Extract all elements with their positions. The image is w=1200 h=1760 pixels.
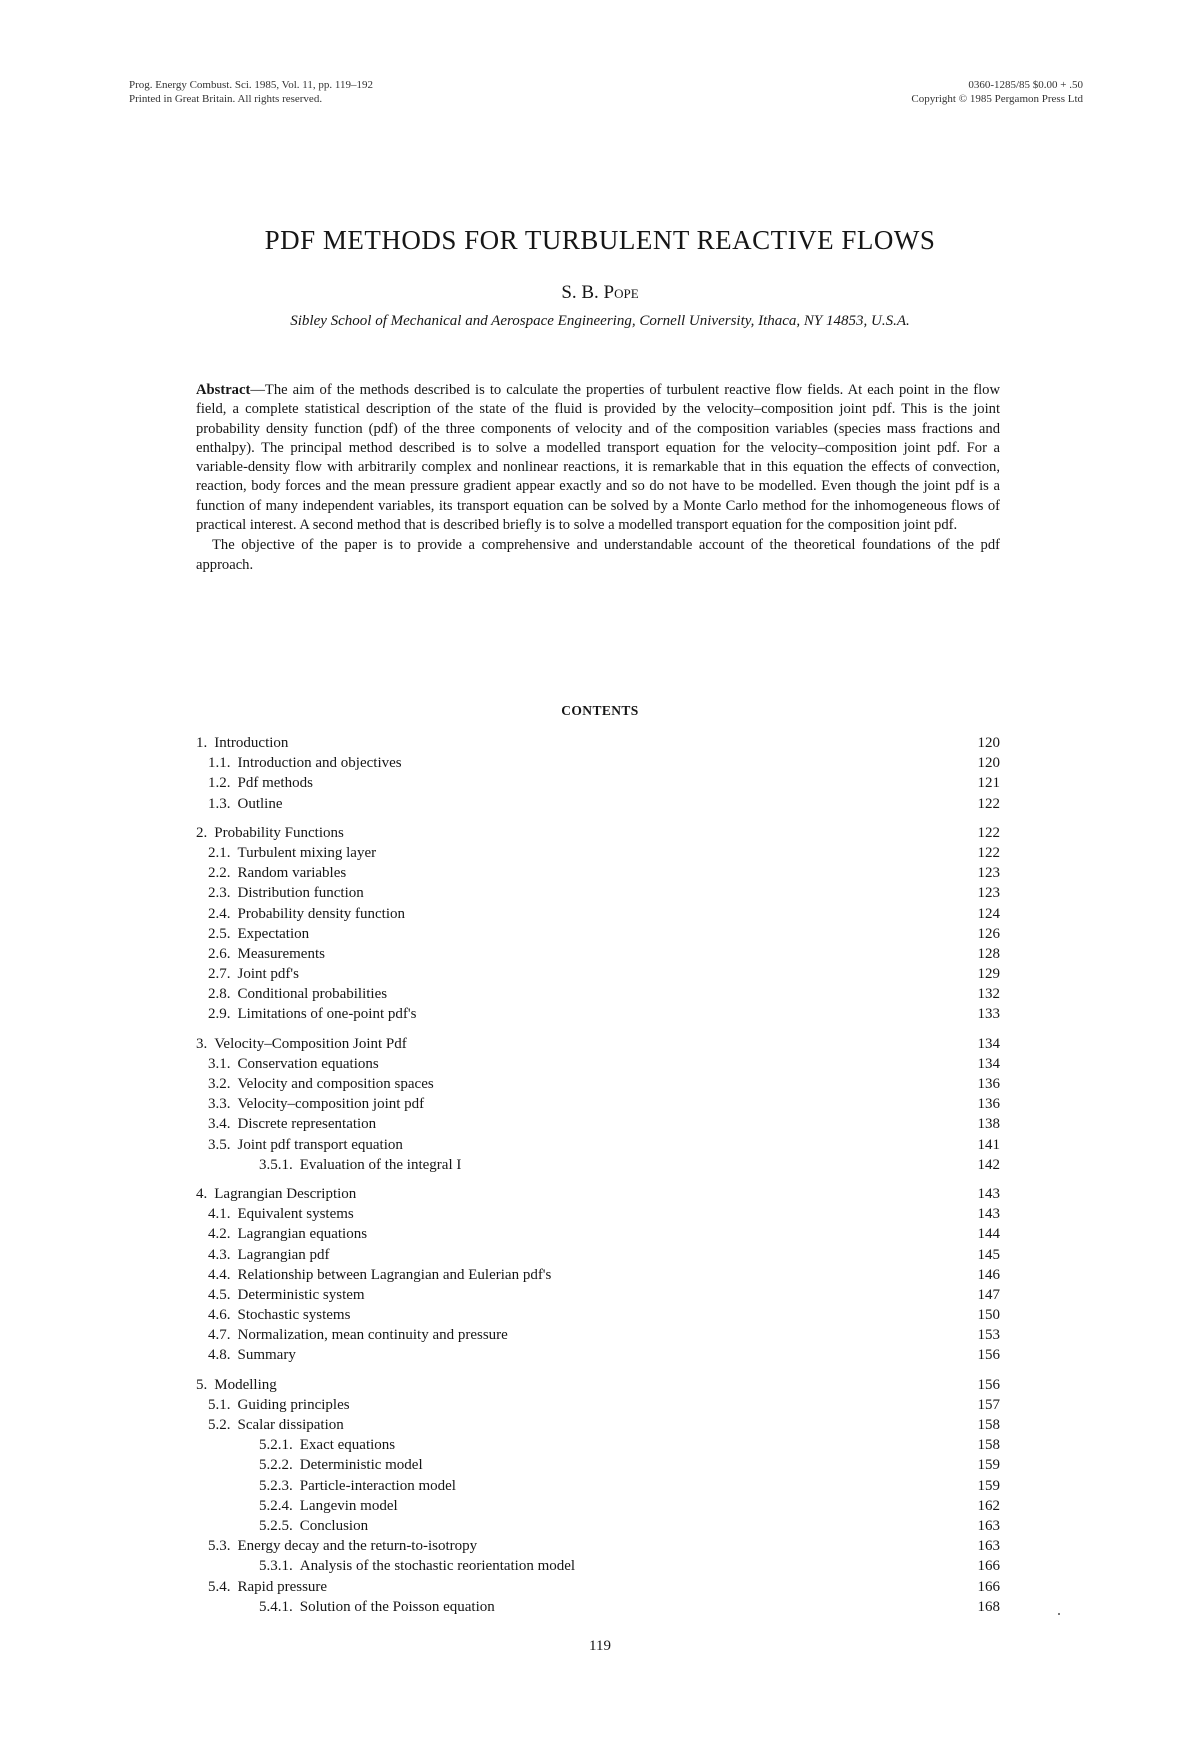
toc-entry-page: 121 [977,775,1000,792]
toc-entry-title: Conclusion [299,1517,369,1534]
toc-entry [196,1265,1000,1285]
toc-entry-number: 5.2.3. [259,1477,293,1494]
toc-entry [196,1285,1000,1305]
journal-citation-line2: Printed in Great Britain. All rights reserved. [129,93,323,105]
toc-entry-page: 168 [977,1598,1000,1615]
toc-entry [196,773,1000,793]
toc-entry-page: 142 [977,1156,1000,1173]
toc-entry-page: 146 [977,1266,1000,1283]
toc-entry-number: 5.4. [208,1578,231,1595]
toc-entry-title: Equivalent systems [237,1206,354,1223]
toc-entry [196,1245,1000,1265]
toc-entry-title: Particle-interaction model [299,1477,456,1494]
toc-entry [196,924,1000,944]
toc-entry-title: Solution of the Poisson equation [299,1598,495,1615]
toc-entry-page: 134 [977,1035,1000,1052]
toc-section [196,1034,1000,1175]
toc-entry-page: 143 [977,1206,1000,1223]
toc-entry-page: 136 [977,1076,1000,1092]
toc-entry [196,944,1000,964]
toc-entry [196,733,1000,753]
toc-entry-number: 5.3.1. [259,1558,293,1575]
toc-entry [196,823,1000,843]
toc-entry-page: 122 [977,795,1000,812]
page-number: 119 [589,1638,611,1654]
toc-entry-page: 122 [977,844,1000,861]
toc-entry-page: 134 [977,1055,1000,1072]
toc-entry-title: Lagrangian pdf [237,1246,330,1263]
toc-entry-number: 2.6. [208,945,231,962]
toc-entry-title: Turbulent mixing layer [237,844,377,861]
toc-section [196,823,1000,1025]
journal-citation [129,78,373,106]
toc-entry [196,1345,1000,1365]
toc-entry-number: 2.5. [208,925,231,942]
toc-entry-number: 4.2. [208,1226,231,1243]
toc-entry-page: 145 [977,1246,1000,1263]
toc-entry-number: 1.1. [208,755,231,772]
toc-entry-title: Measurements [237,945,325,962]
toc-entry-number: 5.4.1. [259,1598,293,1615]
toc-entry-number: 4.8. [208,1347,231,1364]
toc-entry-number: 5. [196,1376,208,1393]
toc-entry [196,964,1000,984]
toc-entry-title: Deterministic system [237,1286,365,1303]
toc-entry-title: Deterministic model [299,1457,423,1474]
toc-entry-number: 3.5. [208,1136,231,1153]
toc-entry-number: 3.5.1. [259,1156,293,1173]
toc-entry-page: 147 [977,1286,1000,1303]
toc-entry [196,1054,1000,1074]
toc-entry [196,883,1000,903]
toc-entry [196,904,1000,924]
abstract-dash: — [250,382,265,398]
toc-entry-title: Energy decay and the return-to-isotropy [237,1538,478,1555]
toc-entry-title: Pdf methods [237,775,313,792]
toc-entry-page: 159 [977,1457,1000,1474]
toc-entry-number: 4.1. [208,1206,231,1223]
abstract-text-1: The aim of the methods described is to calculate the properties of turbulent reactive flow fields. At each point in the flow field, a complete statistical description of the state of the fluid is provided by the velocity–composition joint pdf. This is the joint probability density function (pdf) of the three components of velocity and of the composition variables (species mass fractions and enthalpy). The principal method described is to solve a modelled transport equation for the velocity–composition joint pdf. For a variable-density flow with arbitrarily complex and nonlinear reactions, it is remarkable that in this equation the effects of convection, reaction, body forces and the mean pressure gradient appear exactly and so do not have to be modelled. Even though the joint pdf is a function of many independent variables, its transport equation can be solved by a Monte Carlo method for the inhomogeneous flows of practical interest. A second method that is described briefly is to solve a modelled transport equation for the composition joint pdf. [196,382,1000,534]
toc-entry-title: Introduction [214,735,289,751]
toc-entry-title: Limitations of one-point pdf's [237,1006,417,1023]
author-affiliation: Sibley School of Mechanical and Aerospace Engineering, Cornell University, Ithaca, NY 14853, U.S.A. [290,313,910,329]
toc-entry [196,1034,1000,1054]
toc-entry [196,1597,1000,1617]
copyright-line2: Copyright © 1985 Pergamon Press Ltd [911,93,1083,105]
paper-title: PDF METHODS FOR TURBULENT REACTIVE FLOWS [264,225,936,255]
toc-entry-page: 133 [977,1006,1000,1023]
toc-entry-page: 120 [977,735,1000,751]
toc-entry-number: 1. [196,735,208,751]
toc-entry-number: 2.9. [208,1006,231,1023]
toc-entry-number: 2. [196,824,208,841]
toc-entry-title: Velocity–Composition Joint Pdf [214,1035,407,1052]
abstract-paragraph-2: The objective of the paper is to provide a comprehensive and understandable account of the theoretical foundations of the pdf approach. [196,537,1000,573]
toc-entry-title: Analysis of the stochastic reorientation model [299,1558,576,1575]
toc-entry [196,1074,1000,1094]
toc-entry-number: 2.4. [208,905,231,922]
scan-speck [1058,1613,1060,1615]
toc-entry [196,1455,1000,1475]
toc-entry-number: 4.7. [208,1327,231,1344]
toc-entry-number: 3.3. [208,1096,231,1113]
toc-entry-title: Random variables [237,865,347,882]
toc-entry [196,1114,1000,1134]
toc-entry-page: 129 [977,966,1000,983]
toc-entry-title: Joint pdf's [237,966,299,983]
toc-entry-title: Summary [237,1347,296,1364]
toc-entry-number: 5.3. [208,1538,231,1555]
toc-entry [196,1004,1000,1024]
toc-entry [196,1516,1000,1536]
toc-entry [196,1435,1000,1455]
toc-entry [196,1204,1000,1224]
toc-entry-title: Guiding principles [237,1396,350,1413]
toc-entry-title: Stochastic systems [237,1307,351,1324]
toc-entry [196,1305,1000,1325]
toc-entry-number: 1.2. [208,775,231,792]
toc-entry-title: Expectation [237,925,310,942]
toc-entry-number: 3.2. [208,1076,231,1092]
toc-entry-title: Lagrangian equations [237,1226,368,1243]
toc-entry [196,1556,1000,1576]
toc-entry-page: 132 [977,986,1000,1003]
toc-entry [196,1476,1000,1496]
toc-entry-title: Joint pdf transport equation [237,1136,403,1153]
toc-entry-title: Exact equations [299,1437,396,1454]
toc-entry [196,1184,1000,1204]
toc-entry-page: 156 [977,1347,1000,1364]
toc-entry-title: Velocity–composition joint pdf [237,1096,425,1113]
toc-entry [196,794,1000,814]
toc-entry [196,843,1000,863]
toc-entry-page: 166 [977,1578,1000,1595]
toc-entry-page: 120 [977,755,1000,772]
contents-heading: CONTENTS [561,703,639,718]
toc-entry-title: Langevin model [299,1497,398,1514]
toc-entry [196,1325,1000,1345]
toc-entry-number: 3. [196,1035,208,1052]
toc-entry-title: Probability density function [237,905,405,922]
toc-entry-number: 3.1. [208,1055,231,1072]
toc-entry-page: 141 [977,1136,1000,1153]
toc-entry-title: Lagrangian Description [214,1185,357,1202]
toc-entry-page: 166 [977,1558,1000,1575]
toc-entry-number: 4.4. [208,1266,231,1283]
toc-section [196,733,1000,814]
toc-entry-number: 2.3. [208,885,231,902]
abstract-paragraph-1 [196,381,1000,535]
toc-entry [196,1135,1000,1155]
toc-entry-number: 4.3. [208,1246,231,1263]
toc-entry-number: 5.1. [208,1396,231,1413]
toc-entry [196,1395,1000,1415]
toc-entry [196,1415,1000,1435]
toc-entry-title: Outline [237,795,283,812]
copyright-line1: 0360-1285/85 $0.00 + .50 [968,79,1083,91]
toc-entry-page: 153 [977,1327,1000,1344]
toc-entry-page: 122 [977,824,1000,841]
toc-entry-number: 5.2.2. [259,1457,293,1474]
toc-entry-page: 123 [977,865,1000,882]
toc-entry-number: 1.3. [208,795,231,812]
toc-entry-page: 126 [977,925,1000,942]
toc-entry-number: 3.4. [208,1116,231,1133]
toc-entry-page: 136 [977,1096,1000,1113]
toc-entry-page: 156 [977,1376,1000,1393]
toc-section [196,1375,1000,1617]
toc-entry-page: 128 [977,945,1000,962]
toc-entry-title: Conditional probabilities [237,986,388,1003]
abstract-label: Abstract [196,382,251,398]
toc-entry-number: 2.7. [208,966,231,983]
toc-entry-page: 124 [977,905,1000,922]
toc-entry-number: 2.1. [208,844,231,861]
toc-entry-number: 5.2. [208,1417,231,1433]
toc-entry-page: 163 [977,1517,1000,1534]
toc-entry-title: Scalar dissipation [237,1417,344,1433]
toc-entry-page: 158 [977,1437,1000,1454]
journal-citation-line1: Prog. Energy Combust. Sci. 1985, Vol. 11, pp. 119–192 [129,79,373,91]
toc-entry-title: Normalization, mean continuity and pressure [237,1327,508,1344]
toc-entry-page: 138 [977,1116,1000,1133]
toc-entry [196,1496,1000,1516]
toc-entry [196,1224,1000,1244]
toc-entry [196,1375,1000,1395]
author-name: S. B. Pope [561,282,639,303]
toc-entry-number: 2.8. [208,986,231,1003]
toc-entry-page: 150 [977,1307,1000,1324]
toc-entry-title: Probability Functions [214,824,344,841]
toc-entry-title: Modelling [214,1376,277,1393]
toc-entry-title: Velocity and composition spaces [237,1076,434,1092]
toc-entry [196,984,1000,1004]
toc-entry-number: 5.2.4. [259,1497,293,1514]
table-of-contents [196,733,1000,1626]
toc-entry-title: Conservation equations [237,1055,379,1072]
toc-entry-page: 163 [977,1538,1000,1555]
toc-entry [196,1577,1000,1597]
toc-entry-title: Discrete representation [237,1116,377,1133]
toc-entry [196,1536,1000,1556]
toc-entry [196,1094,1000,1114]
toc-entry-number: 4.6. [208,1307,231,1324]
toc-entry-page: 157 [977,1396,1000,1413]
toc-section [196,1184,1000,1366]
toc-entry-number: 5.2.5. [259,1517,293,1534]
toc-entry [196,1155,1000,1175]
toc-entry-title: Relationship between Lagrangian and Eulerian pdf's [237,1266,552,1283]
toc-entry [196,863,1000,883]
toc-entry-page: 123 [977,885,1000,902]
toc-entry-title: Rapid pressure [237,1578,328,1595]
toc-entry-page: 144 [977,1226,1000,1243]
toc-entry-title: Distribution function [237,885,364,902]
toc-entry-page: 158 [977,1417,1000,1433]
abstract [196,381,1000,575]
copyright-notice [911,78,1083,106]
toc-entry-page: 162 [977,1497,1000,1514]
toc-entry-number: 4. [196,1185,208,1202]
toc-entry-number: 2.2. [208,865,231,882]
toc-entry-number: 4.5. [208,1286,231,1303]
toc-entry [196,753,1000,773]
toc-entry-title: Introduction and objectives [237,755,402,772]
toc-entry-page: 159 [977,1477,1000,1494]
toc-entry-title: Evaluation of the integral I [299,1156,462,1173]
toc-entry-page: 143 [977,1185,1000,1202]
toc-entry-number: 5.2.1. [259,1437,293,1454]
